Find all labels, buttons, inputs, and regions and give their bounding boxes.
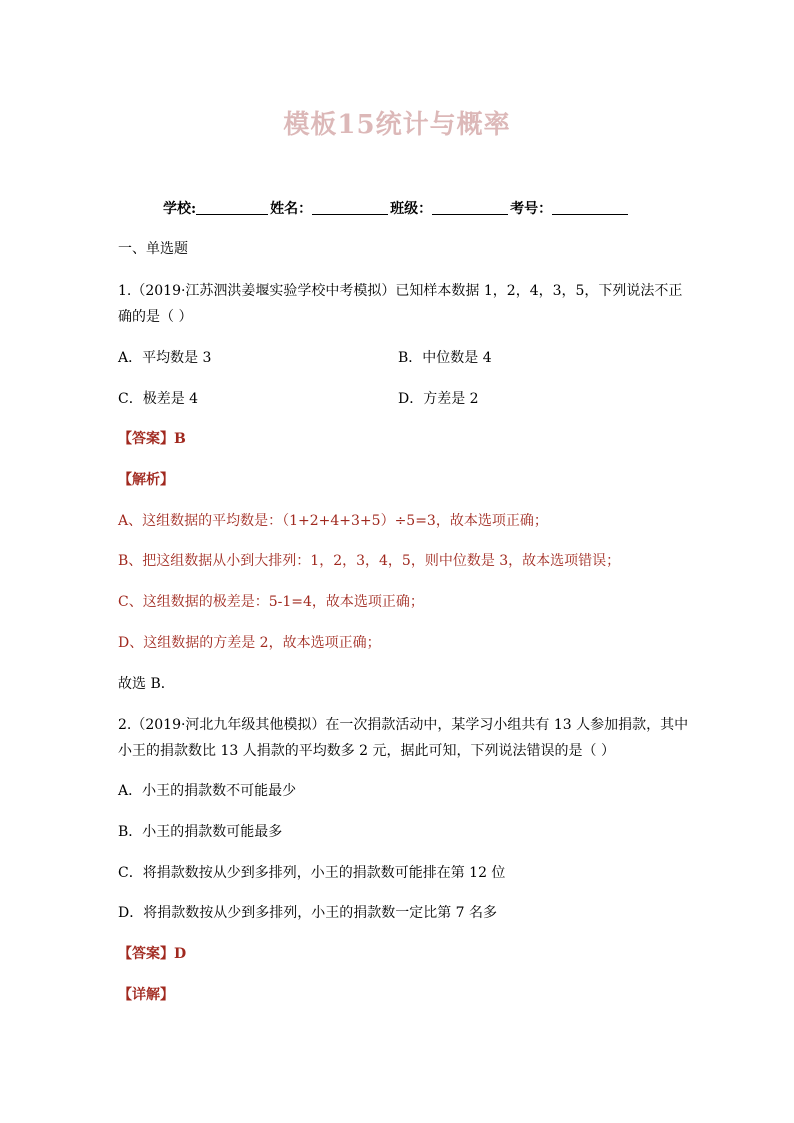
name-label: 姓名： (270, 201, 313, 217)
school-blank (196, 200, 268, 215)
q2-option-a: A．小王的捐款数不可能最少 (118, 783, 297, 799)
q2-stem-line1: 2.（2019·河北九年级其他模拟）在一次捐款活动中，某学习小组共有 13 人参加捐款，其中 (118, 717, 689, 733)
q1-option-a: A．平均数是 3 (118, 350, 212, 366)
q1-option-c: C．极差是 4 (118, 391, 199, 407)
q2-option-d: D．将捐款数按从少到多排列，小王的捐款数一定比第 7 名多 (118, 905, 498, 921)
page-title: 模板15统计与概率 (283, 110, 511, 140)
q1-analysis-label: 【解析】 (118, 472, 174, 488)
q1-analysis-line: B、把这组数据从小到大排列：1，2，3，4，5，则中位数是 3，故本选项错误； (118, 553, 621, 569)
q2-option-c: C．将捐款数按从少到多排列，小王的捐款数可能排在第 12 位 (118, 865, 506, 881)
name-blank (312, 200, 388, 215)
q1-option-b: B．中位数是 4 (398, 350, 492, 366)
q1-analysis-line: C、这组数据的极差是：5-1=4，故本选项正确； (118, 594, 424, 610)
q1-analysis-line: D、这组数据的方差是 2，故本选项正确； (118, 635, 381, 651)
class-blank (432, 200, 508, 215)
q1-stem-line1: 1.（2019·江苏泗洪姜堰实验学校中考模拟）已知样本数据 1，2，4，3，5，下列说法不正 (118, 283, 683, 299)
school-label: 学校: (163, 201, 197, 217)
q1-stem-line2: 确的是（ ） (118, 309, 193, 325)
q1-analysis-line: A、这组数据的平均数是：（1+2+4+3+5）÷5=3，故本选项正确； (118, 513, 548, 529)
section-heading: 一、单选题 (118, 241, 188, 257)
q2-answer: 【答案】D (118, 946, 187, 962)
q2-stem-line2: 小王的捐款数比 13 人捐款的平均数多 2 元，据此可知，下列说法错误的是（ ） (118, 743, 615, 759)
q1-option-d: D．方差是 2 (398, 391, 479, 407)
exam-no-label: 考号： (510, 201, 553, 217)
exam-no-blank (552, 200, 628, 215)
q2-detail-label: 【详解】 (118, 987, 174, 1003)
class-label: 班级： (390, 201, 433, 217)
q1-answer: 【答案】B (118, 431, 186, 447)
q2-option-b: B．小王的捐款数可能最多 (118, 824, 283, 840)
student-info-line (163, 198, 630, 218)
q1-conclusion: 故选 B． (118, 676, 175, 692)
